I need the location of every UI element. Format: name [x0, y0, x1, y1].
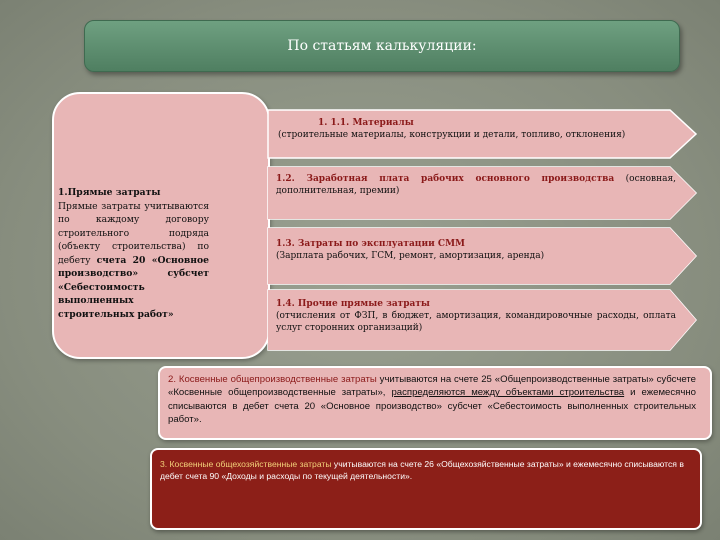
general-costs-text	[160, 458, 690, 482]
arrow-machinery-title: 1.3. Затраты по эксплуатации СММ	[276, 239, 466, 249]
indirect-costs-title: 2. Косвенные общепроизводственные затраты	[168, 374, 377, 385]
direct-costs-description: Прямые затраты учитываются по каждому договору строительного подряда (объекту строительства) по дебету	[58, 200, 209, 266]
indirect-costs-text	[168, 373, 696, 427]
arrow-other-direct-text	[276, 298, 676, 334]
arrow-materials-text	[278, 117, 678, 141]
arrow-other-direct-title: 1.4. Прочие прямые затраты	[276, 299, 430, 309]
arrow-other-direct-desc: (отчисления от ФЗП, в бюджет, амортизация, командировочные расходы, оплата услуг сторонних организаций)	[276, 311, 676, 333]
direct-costs-heading: 1.Прямые затраты	[58, 187, 161, 198]
arrow-materials-title: 1. 1.1. Материалы	[318, 118, 414, 128]
direct-costs-text	[58, 186, 209, 321]
general-costs-title: 3. Косвенные общехозяйственные затраты	[160, 459, 332, 469]
slide-title: По статьям калькуляции:	[287, 38, 477, 54]
arrow-machinery-text	[276, 238, 676, 262]
arrow-wages-text	[276, 173, 676, 197]
general-costs-desc: учитываются на счете 26 «Общехозяйственные затраты» и ежемесячно списываются в дебет счета 90 «Доходы и расходы по текущей деятельности».	[160, 459, 684, 481]
arrow-machinery-desc: (Зарплата рабочих, ГСМ, ремонт, амортизация, аренда)	[276, 251, 545, 261]
indirect-costs-p2: «Общепроизводственные затраты» субсчете «Косвенные общепроизводственные затраты»,	[168, 374, 696, 399]
indirect-costs-p3: распределяются между объектами строительства	[391, 387, 625, 399]
indirect-costs-p1: учитываются на счете 25	[379, 374, 492, 385]
arrow-wages-title: 1.2. Заработная плата рабочих основного производства	[276, 174, 615, 184]
title-box	[84, 20, 680, 72]
arrow-materials-desc: (строительные материалы, конструкции и детали, топливо, отклонения)	[278, 130, 626, 140]
indirect-costs-p4: и ежемесячно списываются в дебет счета 20 «Основное производство» субсчет «Себестоимость выполненных строительных работ».	[168, 387, 697, 426]
direct-costs-account: счета 20 «Основное производство» субсчет «Себестоимость выполненных строительных работ»	[58, 254, 209, 320]
arrow-wages-desc: (основная, дополнительная, премии)	[276, 174, 676, 196]
